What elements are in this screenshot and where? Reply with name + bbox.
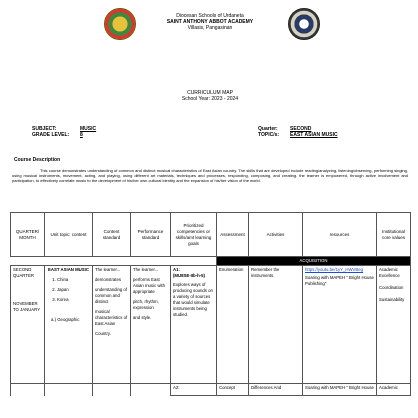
performance-line: The learner... xyxy=(133,267,159,272)
school-year: School Year: 2023 - 2024 xyxy=(181,96,239,102)
table-cell-unit xyxy=(45,266,93,384)
content-line: demonstrates xyxy=(95,277,122,282)
header-activities: Activities xyxy=(249,213,303,257)
header-resources: resources xyxy=(303,213,377,257)
academy-seal-logo xyxy=(288,8,320,40)
grade-label: GRADE LEVEL: xyxy=(32,132,70,138)
table-cell-assessment: Enumeration xyxy=(217,266,249,384)
content-line: musical characteristics of East Asian xyxy=(95,309,128,326)
resource-link[interactable]: https://youtu.be/1yY_HWVBeg xyxy=(305,267,364,272)
content-line: The learner... xyxy=(95,267,121,272)
header-performance: Performance standard xyxy=(131,213,171,257)
resource-text: Soaring with MAPEH " Bright House Publishing" xyxy=(305,275,374,286)
header-core-values: Institutional core values xyxy=(377,213,411,257)
header-location: Villasis, Pangasinan xyxy=(187,25,233,31)
header-content: Content standard xyxy=(93,213,131,257)
list-item: 1. China xyxy=(57,277,90,283)
unit-subtopic: a.) Geographic xyxy=(51,317,80,322)
table-cell-activities: Remember the instruments. xyxy=(249,266,303,384)
list-item: 2. Japan xyxy=(57,287,90,293)
section-acquisition: ACQUISITION xyxy=(217,257,411,266)
unit-title: EAST ASIAN MUSIC xyxy=(48,267,89,272)
course-description-text: This course demonstrates understanding of common and distinct musical characteristics of East Asian country. The skills that are developed include reading/analyzing, listening/observing, performing singing, using musical instruments, movement, acting, and playing, using different art materials, techniques and processes, responding, composing, and creating. the learner is empowered, through active involvement and participation, to effectively correlate music to the development of his/her own cultural identity and the expansion of his/her vision of the world. xyxy=(12,168,408,183)
header-quarter: QUARTER/ MONTH xyxy=(11,213,45,257)
activities-2: Differences And xyxy=(249,384,303,396)
header-competencies: Prioritized competencies or skills/amt learning goals xyxy=(171,213,217,257)
performance-line: performs East Asian music with appropriate xyxy=(133,277,165,294)
competency-id: (MU8SE-IIb-h-5) xyxy=(173,273,205,278)
curriculum-table xyxy=(10,212,411,396)
diocese-seal-logo xyxy=(104,8,136,40)
competency-code: A1: xyxy=(173,267,180,272)
core-value: Sustainability xyxy=(379,297,405,302)
table-cell-performance xyxy=(131,266,171,384)
quarter-label: Quarter: xyxy=(258,126,278,132)
resources-2: Soaring with MAPEH " Bright House xyxy=(303,384,377,396)
list-item: 3. Korea xyxy=(57,297,90,303)
table-cell-content xyxy=(93,266,131,384)
header-assessment: Assessment xyxy=(217,213,249,257)
header-diocese: Diocesan Schools of Urdaneta xyxy=(176,13,244,19)
page-title: CURRICULUM MAP xyxy=(187,90,233,96)
competency-code-2: A2: xyxy=(171,384,217,396)
subject-label: SUBJECT: xyxy=(32,126,57,132)
performance-line: and style. xyxy=(133,315,152,320)
core-value: Academic Excellence xyxy=(379,267,400,278)
core-value: Coordination xyxy=(379,285,404,290)
topics-value: EAST ASIAN MUSIC xyxy=(290,132,338,138)
content-line: Country. xyxy=(95,331,111,336)
core-value-2: Academic xyxy=(377,384,411,396)
grade-value: 8 xyxy=(80,132,83,138)
quarter-value: SECOND xyxy=(290,126,312,132)
quarter-name: SECOND QUARTER xyxy=(13,267,34,278)
performance-line: pitch, rhythm, expression xyxy=(133,299,159,310)
quarter-months: NOVEMBER TO JANUARY xyxy=(13,301,41,312)
table-cell-quarter xyxy=(11,266,45,384)
competency-text: Explores ways of producing sounds on a variety of sources that would simulate instruments being studied. xyxy=(173,282,213,317)
topics-label: TOPIC/s: xyxy=(258,132,280,138)
table-cell-competency xyxy=(171,266,217,384)
course-description-heading: Course Description xyxy=(14,157,61,163)
subject-value: MUSIC xyxy=(80,126,97,132)
header-unit: Unit topic: content xyxy=(45,213,93,257)
table-cell-resources xyxy=(303,266,377,384)
table-cell-core-values xyxy=(377,266,411,384)
assessment-2: Concept xyxy=(217,384,249,396)
header-school-name: SAINT ANTHONY ABBOT ACADEMY xyxy=(166,19,254,25)
content-line: understanding of common and distinct xyxy=(95,287,128,304)
unit-list xyxy=(47,277,90,303)
